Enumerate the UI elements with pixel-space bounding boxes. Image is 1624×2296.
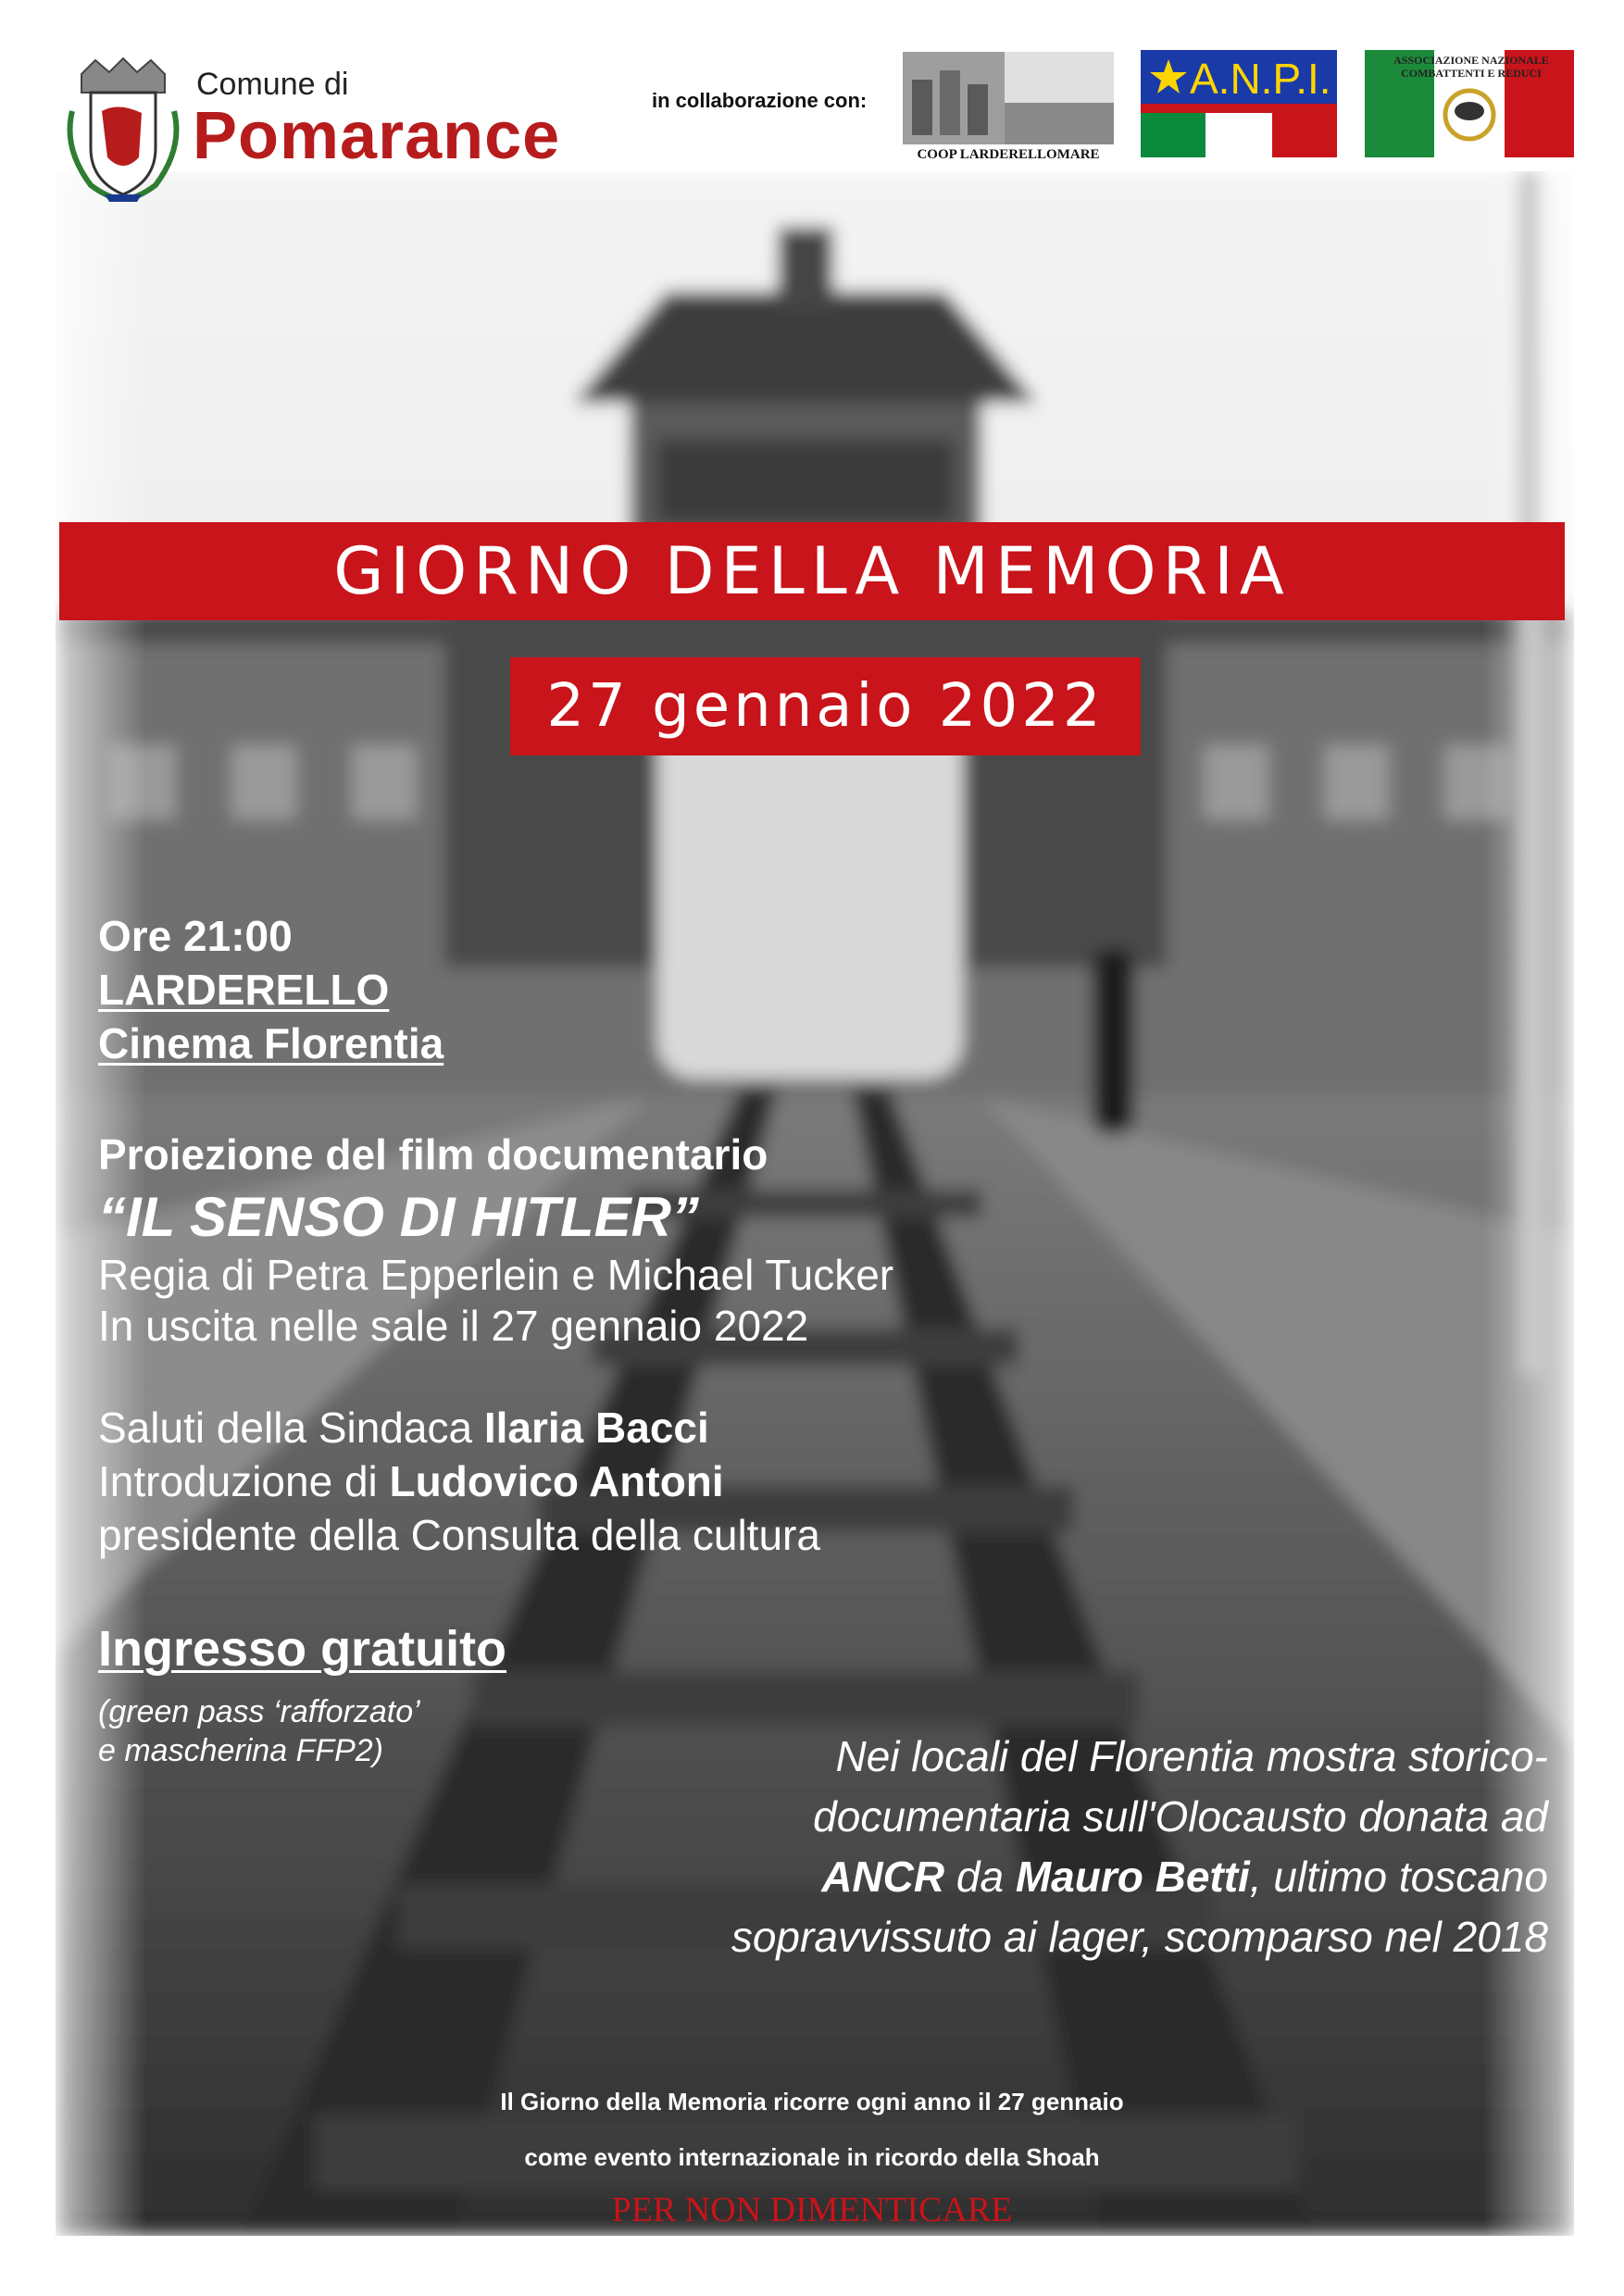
greetings-line-3: presidente della Consulta della cultura	[98, 1511, 820, 1559]
exhibit-line-3-tail: , ultimo toscano	[1249, 1853, 1548, 1901]
film-release: In uscita nelle sale il 27 gennaio 2022	[98, 1302, 809, 1350]
pomarance-crest-logo	[54, 56, 193, 204]
greetings-line-1	[98, 1403, 709, 1453]
film-director: Regia di Petra Epperlein e Michael Tucker	[98, 1251, 894, 1299]
event-place: LARDERELLO	[98, 966, 390, 1014]
title-band	[59, 522, 1565, 620]
event-date: 27 gennaio 2022	[546, 672, 1105, 741]
comune-name: Pomarance	[193, 99, 561, 173]
film-title: “IL SENSO DI HITLER”	[98, 1186, 699, 1248]
page-title: GIORNO DELLA MEMORIA	[333, 533, 1291, 609]
footer-line-1: Il Giorno della Memoria ricorre ogni anno il 27 gennaio	[500, 2088, 1124, 2115]
coop-logo-label: COOP LARDERELLOMARE	[917, 147, 1100, 162]
speaker-name: Ludovico Antoni	[389, 1457, 724, 1505]
greetings-line-2-prefix: Introduzione di	[98, 1457, 390, 1505]
footer-motto: PER NON DIMENTICARE	[611, 2190, 1013, 2229]
exhibit-line-3	[622, 1852, 1548, 1902]
exhibit-donor-name: Mauro Betti	[1015, 1853, 1250, 1901]
ancr-logo-label: ASSOCIAZIONE NAZIONALE COMBATTENTI E REDUCI	[1393, 54, 1549, 80]
date-band	[510, 657, 1141, 755]
greetings-line-2	[98, 1456, 724, 1506]
event-venue: Cinema Florentia	[98, 1019, 444, 1067]
coop-larderellomare-logo	[903, 52, 1114, 161]
greetings-line-1-prefix: Saluti della Sindaca	[98, 1404, 484, 1452]
entry-note-2: e mascherina FFP2)	[98, 1733, 383, 1768]
comune-prefix: Comune di	[196, 67, 349, 102]
exhibit-line-4: sopravvissuto ai lager, scomparso nel 2018	[731, 1913, 1548, 1961]
footer-line-2: come evento internazionale in ricordo della Shoah	[524, 2143, 1100, 2171]
event-time: Ore 21:00	[98, 912, 293, 960]
exhibit-ancr: ANCR	[821, 1853, 945, 1901]
entry-label: Ingresso gratuito	[98, 1621, 507, 1677]
collaboration-label: in collaborazione con:	[652, 89, 868, 112]
exhibit-line-1: Nei locali del Florentia mostra storico-	[835, 1732, 1548, 1780]
exhibit-da: da	[944, 1853, 1016, 1901]
entry-note-1: (green pass ‘rafforzato’	[98, 1694, 420, 1729]
mayor-name: Ilaria Bacci	[483, 1404, 709, 1452]
anpi-logo-label: A.N.P.I.	[1190, 55, 1331, 103]
exhibit-line-2: documentaria sull'Olocausto donata ad	[813, 1792, 1548, 1841]
film-intro: Proiezione del film documentario	[98, 1130, 768, 1179]
